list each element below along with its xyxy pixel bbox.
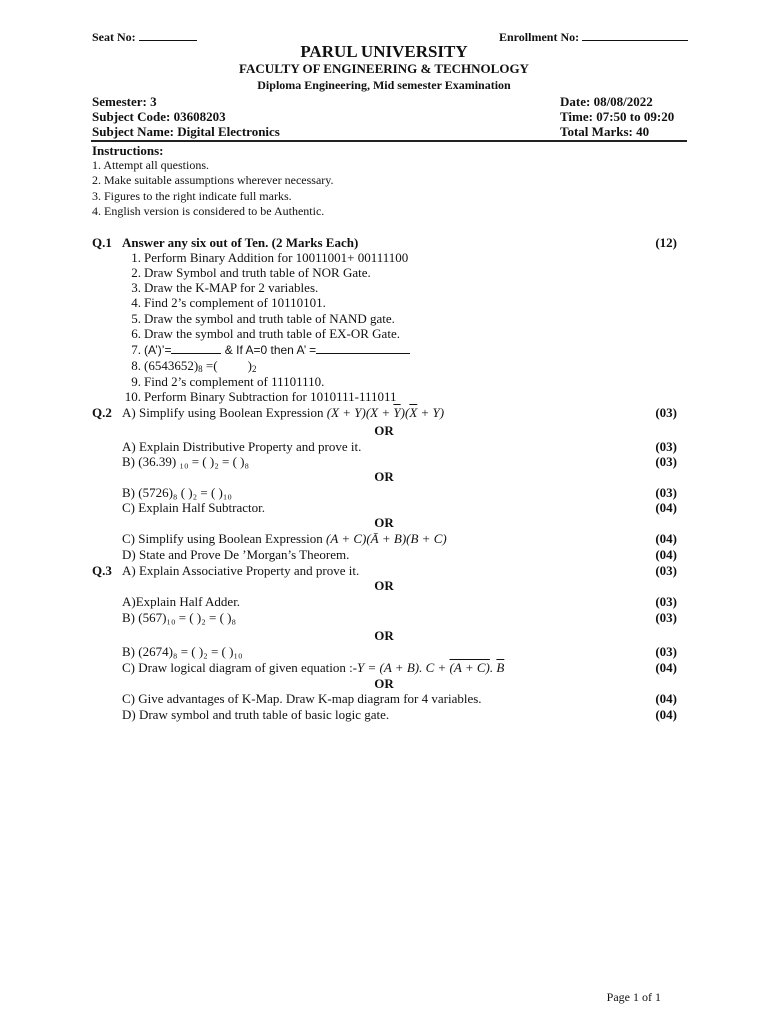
marks: (04) xyxy=(655,660,677,675)
complement-x: $\overline{X}$ xyxy=(409,405,418,420)
q1-item xyxy=(0,358,768,374)
q2-row xyxy=(0,500,768,516)
question-text: B) (5726)₈ ( )₂ = ( )₁₀ xyxy=(122,485,232,500)
item-text: Perform Binary Addition for 10011001+ 00111100 xyxy=(144,250,409,265)
enrollment-no-blank xyxy=(582,29,688,41)
enrollment-no-label: Enrollment No: xyxy=(499,30,580,44)
instruction-item: 1. Attempt all questions. xyxy=(92,158,209,172)
or-separator: OR xyxy=(374,676,394,691)
instruction-item: 2. Make suitable assumptions wherever necessary. xyxy=(92,173,334,187)
q2-row xyxy=(0,439,768,455)
question-text: A)Explain Half Adder. xyxy=(122,594,241,609)
q2-row xyxy=(0,547,768,563)
instruction-item: 4. English version is considered to be Authentic. xyxy=(92,204,325,218)
q1-item xyxy=(0,280,768,296)
question-text: A) Explain Associative Property and prove it. xyxy=(122,563,360,578)
question-text-a: C) Simplify using Boolean Expression xyxy=(122,531,327,546)
item-number: 6. xyxy=(131,326,141,341)
subject-name: Subject Name: Digital Electronics xyxy=(92,124,280,139)
or-separator: OR xyxy=(374,628,394,643)
instructions-title: Instructions: xyxy=(92,143,164,158)
boolean-expression-overlined: (A + C) xyxy=(449,660,490,675)
or-separator: OR xyxy=(374,423,394,438)
item-text xyxy=(144,358,256,374)
boolean-expression: (A + C)(Ā + B)(B + C) xyxy=(326,531,447,546)
q1-item xyxy=(0,295,768,311)
question-text: D) Draw symbol and truth table of basic logic gate. xyxy=(122,707,390,722)
q2-text xyxy=(122,405,444,421)
item-number: 5. xyxy=(131,311,141,326)
page-number: Page 1 of 1 xyxy=(606,990,661,1004)
q2-number: Q.2 xyxy=(92,405,112,420)
q1-item xyxy=(0,374,768,390)
item-text: Draw the symbol and truth table of EX-OR Gate. xyxy=(144,326,400,341)
subscript: 2 xyxy=(251,364,257,374)
item-text: Draw the K-MAP for 2 variables. xyxy=(144,280,319,295)
item-number: 8. xyxy=(131,358,141,373)
q3-row xyxy=(0,707,768,723)
semester: Semester: 3 xyxy=(92,94,157,109)
question-text: A) Simplify using Boolean Expression xyxy=(122,405,327,420)
q2-row xyxy=(0,405,768,421)
item-text-a: (6543652) xyxy=(144,358,199,373)
boolean-expression: Y = (A + B). C + xyxy=(357,660,450,675)
q2-row xyxy=(0,531,768,547)
marks: (04) xyxy=(655,547,677,562)
question-text: D) State and Prove De ’Morgan’s Theorem. xyxy=(122,547,350,562)
complement-y: $\overline{Y}$ xyxy=(393,405,401,420)
marks: (03) xyxy=(655,485,677,500)
item-text: Draw Symbol and truth table of NOR Gate. xyxy=(144,265,371,280)
question-text: B) (2674)₈ = ( )₂ = ( )₁₀ xyxy=(122,644,243,659)
marks: (03) xyxy=(655,563,677,578)
faculty-title: FACULTY OF ENGINEERING & TECHNOLOGY xyxy=(239,61,529,76)
marks: (04) xyxy=(655,531,677,546)
boolean-expression: (X + Y)(X + xyxy=(326,405,394,420)
item-number: 10. xyxy=(124,389,141,404)
q3-row xyxy=(0,660,768,676)
item-number: 4. xyxy=(131,295,141,310)
item-text: Perform Binary Subtraction for 1010111-111011 xyxy=(144,389,397,404)
seat-no-label: Seat No: xyxy=(92,30,136,44)
item-text xyxy=(144,342,410,357)
item-number: 2. xyxy=(131,265,141,280)
q3-number: Q.3 xyxy=(92,563,112,578)
question-text xyxy=(122,660,504,676)
exam-time: Time: 07:50 to 09:20 xyxy=(560,109,675,124)
answer-blank xyxy=(171,342,221,354)
item-text-b: & If A=0 then A’ = xyxy=(221,343,317,357)
item-text-b: =( xyxy=(202,358,218,373)
item-text: Find 2’s complement of 10110101. xyxy=(144,295,326,310)
item-text-a: (A’)’= xyxy=(144,343,172,357)
q1-title: Answer any six out of Ten. (2 Marks Each) xyxy=(122,235,359,250)
subject-code: Subject Code: 03608203 xyxy=(92,109,226,124)
q3-row xyxy=(0,691,768,707)
instruction-item: 3. Figures to the right indicate full marks. xyxy=(92,189,292,203)
q1-header xyxy=(0,235,768,251)
or-separator: OR xyxy=(374,515,394,530)
question-text: C) Give advantages of K-Map. Draw K-map diagram for 4 variables. xyxy=(122,691,482,706)
subscript: 8 xyxy=(198,364,203,374)
question-text-a: C) Draw logical diagram of given equation :- xyxy=(122,660,358,675)
q1-marks: (12) xyxy=(655,235,677,250)
q1-item xyxy=(0,250,768,266)
item-number: 9. xyxy=(131,374,141,389)
boolean-expression: )( xyxy=(400,405,410,420)
seat-no-blank xyxy=(139,29,197,41)
question-text: B) (567)₁₀ = ( )₂ = ( )₈ xyxy=(122,610,237,625)
question-text xyxy=(122,531,447,547)
q1-item xyxy=(0,326,768,342)
question-text: B) (36.39) ₁₀ = ( )₂ = ( )₈ xyxy=(122,454,250,469)
or-separator: OR xyxy=(374,469,394,484)
q3-row xyxy=(0,563,768,579)
header-divider xyxy=(91,140,687,142)
q2-row xyxy=(0,454,768,470)
q1-item xyxy=(0,342,768,358)
q1-item xyxy=(0,311,768,327)
complement-b: $\overline{B}$ xyxy=(496,660,505,675)
item-number: 1. xyxy=(131,250,141,265)
item-number: 3. xyxy=(131,280,141,295)
question-text: C) Explain Half Subtractor. xyxy=(122,500,265,515)
marks: (03) xyxy=(655,405,677,420)
boolean-expression: . xyxy=(489,660,497,675)
item-text: Find 2’s complement of 11101110. xyxy=(144,374,325,389)
or-separator: OR xyxy=(374,578,394,593)
q3-row xyxy=(0,644,768,660)
item-text: Draw the symbol and truth table of NAND gate. xyxy=(144,311,395,326)
question-text: A) Explain Distributive Property and prove it. xyxy=(122,439,362,454)
q1-number: Q.1 xyxy=(92,235,112,250)
marks: (03) xyxy=(655,454,677,469)
q1-item xyxy=(0,265,768,281)
marks: (03) xyxy=(655,610,677,625)
item-text-c: ) xyxy=(247,358,252,373)
marks: (04) xyxy=(655,500,677,515)
boolean-expression: + Y) xyxy=(417,405,445,420)
marks: (04) xyxy=(655,707,677,722)
marks: (04) xyxy=(655,691,677,706)
marks: (03) xyxy=(655,644,677,659)
marks: (03) xyxy=(655,439,677,454)
exam-date: Date: 08/08/2022 xyxy=(560,94,653,109)
q3-row xyxy=(0,594,768,610)
answer-blank xyxy=(316,342,410,354)
total-marks: Total Marks: 40 xyxy=(560,124,650,139)
marks: (03) xyxy=(655,594,677,609)
q3-row xyxy=(0,610,768,626)
q2-row xyxy=(0,485,768,501)
exam-title: Diploma Engineering, Mid semester Examination xyxy=(257,78,511,92)
university-title: PARUL UNIVERSITY xyxy=(300,42,468,61)
q1-item xyxy=(0,389,768,405)
item-number: 7. xyxy=(131,342,141,357)
